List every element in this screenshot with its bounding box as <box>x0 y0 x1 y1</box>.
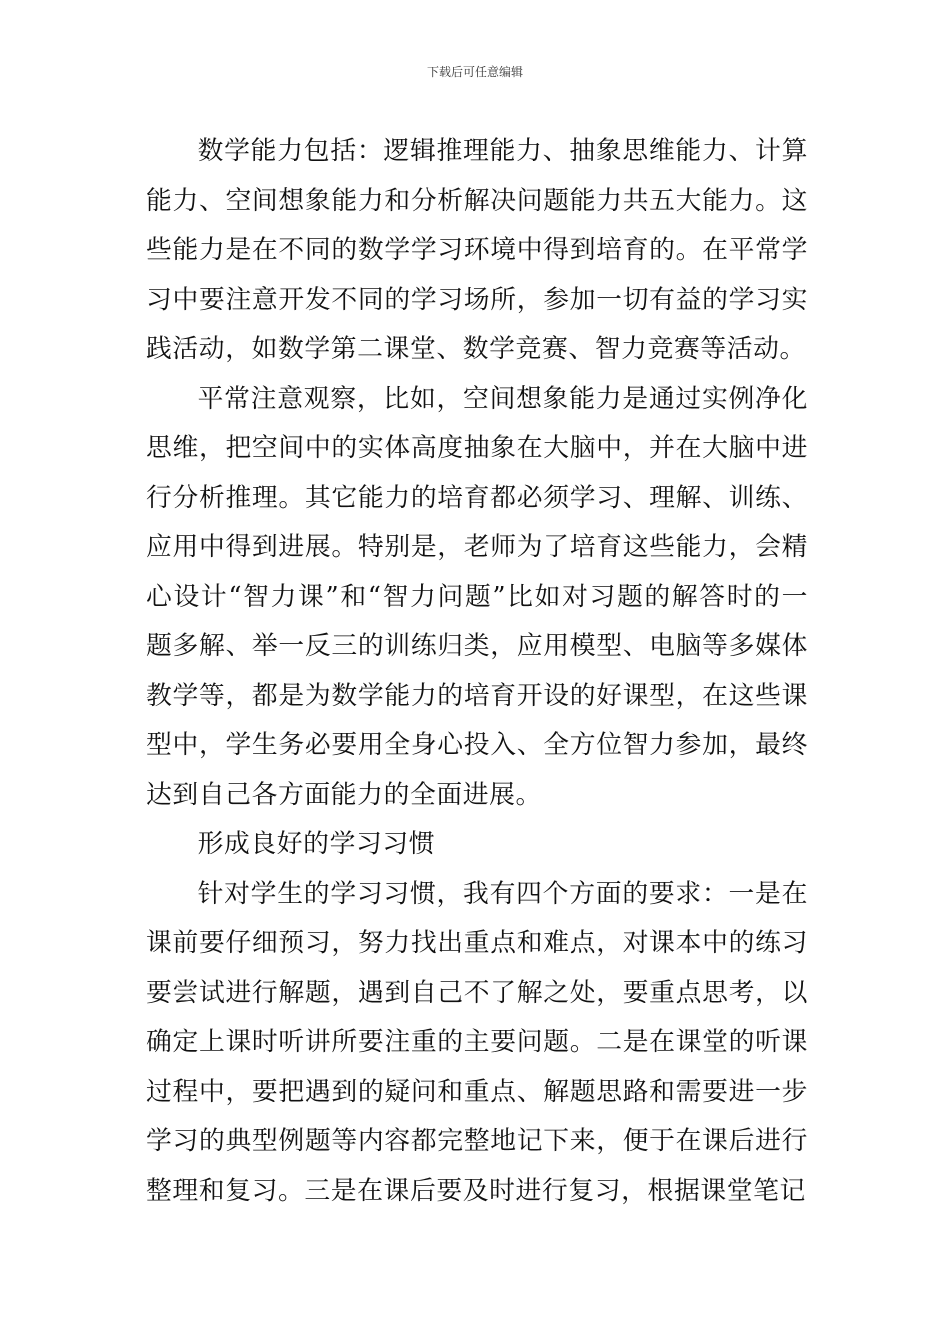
section-heading-study-habits: 形成良好的学习习惯 <box>197 829 436 859</box>
page-header: 下载后可任意编辑 <box>426 65 523 79</box>
document-body <box>146 127 808 1216</box>
paragraph-math-abilities: 数学能力包括：逻辑推理能力、抽象思维能力、计算能力、空间想象能力和分析解决问题能力共五大能力。这些能力是在不同的数学学习环境中得到培育的。在平常学习中要注意开发不同的学习场所，参加一切有益的学习实践活动，如数学第二课堂、数学竞赛、智力竞赛等活动。 <box>146 136 808 364</box>
paragraph-study-habits: 针对学生的学习习惯，我有四个方面的要求：一是在课前要仔细预习，努力找出重点和难点，对课本中的练习要尝试进行解题，遇到自己不了解之处，要重点思考，以确定上课时听讲所要注重的主要问题。二是在课堂的听课过程中，要把遇到的疑问和重点、解题思路和需要进一步学习的典型例题等内容都完整地记下来，便于在课后进行整理和复习。三是在课后要及时进行复习，根据课堂笔记 <box>146 878 808 1206</box>
paragraph-observation: 平常注意观察，比如，空间想象能力是通过实例净化思维，把空间中的实体高度抽象在大脑中，并在大脑中进行分析推理。其它能力的培育都必须学习、理解、训练、应用中得到进展。特别是，老师为了培育这些能力，会精心设计“智力课”和“智力问题”比如对习题的解答时的一题多解、举一反三的训练归类，应用模型、电脑等多媒体教学等，都是为数学能力的培育开设的好课型，在这些课型中，学生务必要用全身心投入、全方位智力参加，最终达到自己各方面能力的全面进展。 <box>146 383 808 810</box>
